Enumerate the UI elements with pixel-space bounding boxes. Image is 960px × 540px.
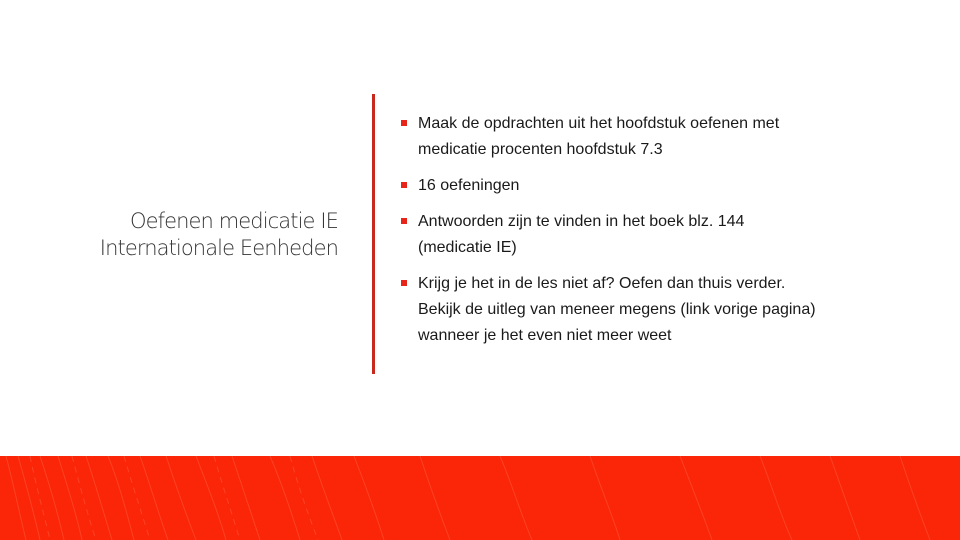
- decorative-lines: [0, 456, 960, 540]
- bullet-item: [400, 209, 820, 261]
- bullet-item: [400, 111, 820, 163]
- square-bullet-icon: [401, 218, 407, 224]
- vertical-divider: [372, 94, 375, 374]
- footer-band: [0, 456, 960, 540]
- square-bullet-icon: [401, 280, 407, 286]
- bullet-text: 16 oefeningen: [418, 177, 520, 194]
- bullet-text: Krijg je het in de les niet af? Oefen dan thuis verder. Bekijk de uitleg van meneer megens (link vorige pagina) wanneer je het even niet meer weet: [418, 275, 816, 344]
- slide-title: [40, 208, 338, 262]
- bullet-text: Antwoorden zijn te vinden in het boek blz. 144 (medicatie IE): [418, 213, 745, 256]
- bullet-list: [400, 111, 820, 359]
- title-line-2: Internationale Eenheden: [99, 236, 338, 260]
- title-line-1: Oefenen medicatie IE: [129, 209, 338, 233]
- bullet-item: [400, 173, 820, 199]
- bullet-item: [400, 271, 820, 349]
- square-bullet-icon: [401, 182, 407, 188]
- bullet-text: Maak de opdrachten uit het hoofdstuk oefenen met medicatie procenten hoofdstuk 7.3: [418, 115, 780, 158]
- square-bullet-icon: [401, 120, 407, 126]
